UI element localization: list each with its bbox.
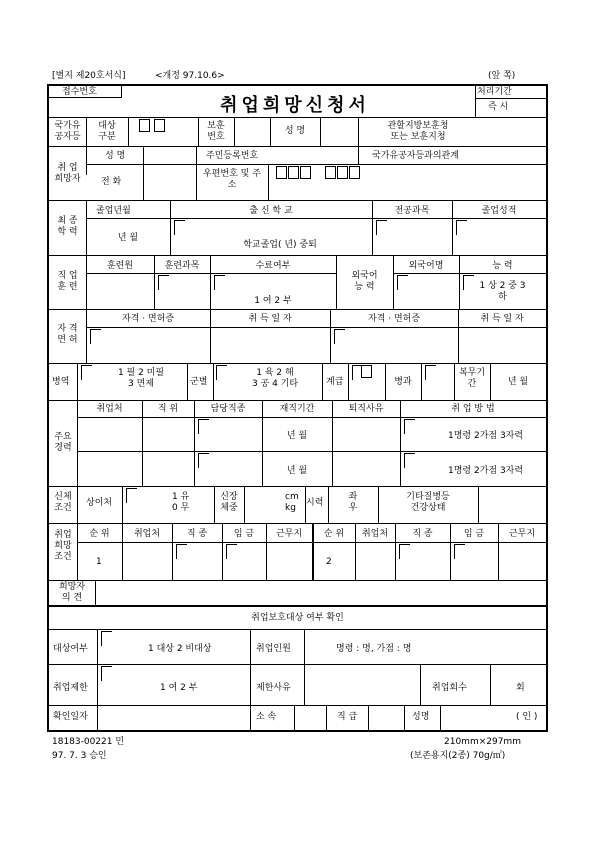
service-period-value: 년 월 xyxy=(507,377,529,387)
employment-method-label: 취 업 방 법 xyxy=(451,404,495,414)
department-label: 소 속 xyxy=(256,712,277,722)
hope-job-label: 직 종 xyxy=(186,529,208,539)
hope-wage-label-2: 임 금 xyxy=(463,529,485,539)
hope-rank-label: 순 위 xyxy=(89,529,110,539)
hope-wage-label: 임 금 xyxy=(233,529,255,539)
license-name-label: 자격 · 면허증 xyxy=(121,314,175,324)
employer-label: 취업처 xyxy=(96,404,123,414)
training-label: 직 업 훈 련 xyxy=(57,271,78,292)
veteran-number-label: 보훈 번호 xyxy=(207,121,225,142)
zip-box[interactable] xyxy=(337,166,348,179)
language-ability-label: 능 력 xyxy=(492,261,513,271)
license-date-label-2: 취 득 일 자 xyxy=(480,314,524,324)
military-service-box[interactable] xyxy=(81,365,92,380)
tenure-label: 재직기간 xyxy=(279,404,315,414)
graduation-date-label: 졸업년월 xyxy=(96,206,131,216)
hope-rank-label-2: 순 위 xyxy=(323,529,345,539)
education-label: 최 종 학 력 xyxy=(57,216,78,237)
processing-period-value: 즉 시 xyxy=(488,102,509,112)
confirm-name-label: 성명 xyxy=(412,712,430,722)
opinion-label: 희망자 의 견 xyxy=(58,582,86,603)
service-period-label: 복무기 간 xyxy=(458,368,486,389)
training-institution-label: 훈련원 xyxy=(106,261,134,271)
zip-box[interactable] xyxy=(325,166,336,179)
page-title: 취업희망신청서 xyxy=(220,95,370,116)
military-service-options: 1 필 2 미필 3 면제 xyxy=(117,368,165,389)
approval-date: 97. 7. 3 승인 xyxy=(52,751,107,761)
license-code-box-2[interactable] xyxy=(334,329,345,344)
confirmation-heading: 취업보호대상 여부 확인 xyxy=(251,613,344,623)
employment-count-label: 취업회수 xyxy=(432,683,467,693)
staff-count-label: 취업인원 xyxy=(256,644,291,654)
restriction-label: 취업제한 xyxy=(53,683,88,693)
school-label: 출 신 학 교 xyxy=(249,206,293,216)
target-type-box[interactable] xyxy=(139,119,150,132)
language-code-box[interactable] xyxy=(397,275,408,290)
completion-options: 1 여 2 부 xyxy=(254,296,292,306)
foreign-language-label: 외국어 능 력 xyxy=(351,271,378,292)
tenure-value-2: 년 월 xyxy=(286,466,308,476)
grade-title-label: 직 급 xyxy=(337,712,358,722)
address-label: 우편번호 및 주 소 xyxy=(203,169,261,190)
disability-label: 상이처 xyxy=(86,498,113,508)
target-status-options: 1 대상 2 비대상 xyxy=(148,644,212,654)
veteran-label: 국가유 공자등 xyxy=(54,121,81,142)
employment-count-unit: 회 xyxy=(516,683,525,693)
hope-employer-label-2: 취업처 xyxy=(361,529,389,539)
zip-box[interactable] xyxy=(300,166,311,179)
completion-box[interactable] xyxy=(214,275,225,290)
vision-label: 시력 xyxy=(306,498,324,508)
phone-label: 전 화 xyxy=(101,177,122,187)
seal-mark: ( 인 ) xyxy=(516,712,538,722)
language-name-label: 외국어명 xyxy=(408,261,444,271)
hope-job-box[interactable] xyxy=(176,544,187,559)
restriction-box[interactable] xyxy=(101,666,112,681)
processing-period-label: 처리기간 xyxy=(477,87,512,97)
rank-label: 계급 xyxy=(326,377,344,387)
health-label: 기타질병등 건강상태 xyxy=(406,492,450,513)
method-box-2[interactable] xyxy=(404,453,415,468)
rrn-label: 주민등록번호 xyxy=(206,151,259,161)
branch-label: 군별 xyxy=(190,377,208,387)
hope-rank-1: 1 xyxy=(96,557,102,567)
license-date-label: 취 득 일 자 xyxy=(248,314,292,324)
duty-code-box[interactable] xyxy=(198,419,209,434)
tenure-value: 년 월 xyxy=(286,431,308,441)
training-course-label: 훈련과목 xyxy=(164,261,200,271)
license-label: 자 격 면 허 xyxy=(57,324,78,345)
target-status-box[interactable] xyxy=(101,631,112,646)
graduation-status: 학교졸업( 년) 중퇴 xyxy=(243,240,317,250)
major-label: 전공과목 xyxy=(394,206,430,216)
hope-employer-label: 취업처 xyxy=(133,529,161,539)
regional-office-label: 관할지방보훈청 또는 보훈지청 xyxy=(387,121,449,142)
hope-location-label-2: 근무지 xyxy=(508,529,536,539)
relation-label: 국가유공자등과의관계 xyxy=(372,151,459,161)
specialty-label: 병과 xyxy=(394,377,412,387)
target-type-box[interactable] xyxy=(154,119,165,132)
applicant-label: 취 업 희망자 xyxy=(54,163,81,184)
major-code-box[interactable] xyxy=(376,220,387,235)
height-weight-label: 신장 체중 xyxy=(220,492,238,513)
career-label: 주요 경력 xyxy=(54,432,72,453)
grade-label: 졸업성적 xyxy=(481,206,517,216)
restriction-options: 1 여 2 부 xyxy=(160,683,198,693)
restriction-reason-label: 제한사유 xyxy=(256,683,291,693)
leave-reason-label: 퇴직사유 xyxy=(348,404,384,414)
course-code-box[interactable] xyxy=(158,275,169,290)
hope-wage-box-2[interactable] xyxy=(454,544,465,559)
graduation-year-month: 년 월 xyxy=(117,233,139,243)
confirm-date-label: 확인일자 xyxy=(53,712,88,722)
vision-sides: 좌 우 xyxy=(348,492,358,513)
page-side: (앞 쪽) xyxy=(488,71,516,81)
ability-options: 1 상 2 중 3 하 xyxy=(479,281,526,302)
hope-job-label-2: 직 종 xyxy=(412,529,433,539)
specialty-box[interactable] xyxy=(425,365,436,380)
form-code: 18183-00221 민 xyxy=(52,737,125,747)
hope-job-box-2[interactable] xyxy=(399,544,410,559)
receipt-number-label: 접수번호 xyxy=(62,87,97,97)
target-status-label: 대상여부 xyxy=(53,644,88,654)
military-label: 병역 xyxy=(52,377,70,387)
hope-location-label: 근무지 xyxy=(275,529,303,539)
paper-type: (보존용지(2종) 70g/㎡) xyxy=(410,751,506,761)
disability-box[interactable] xyxy=(126,488,137,503)
position-label: 직 위 xyxy=(157,404,179,414)
grade-box[interactable] xyxy=(456,220,467,235)
rank-box[interactable] xyxy=(361,365,372,378)
branch-options: 1 육 2 해 3 공 4 기타 xyxy=(251,368,299,389)
method-box[interactable] xyxy=(404,419,415,434)
form-number: [별지 제20호서식] xyxy=(52,71,126,81)
hope-wage-box[interactable] xyxy=(226,544,237,559)
completion-label: 수료여부 xyxy=(255,261,291,271)
applicant-name-label: 성 명 xyxy=(105,151,126,161)
method-options-2: 1명령 2가점 3자력 xyxy=(448,466,524,476)
duty-label: 담당직종 xyxy=(210,404,246,414)
revision-note: <개정 97.10.6> xyxy=(155,71,225,81)
target-type-label: 대상 구분 xyxy=(98,121,116,142)
zip-box[interactable] xyxy=(288,166,299,179)
paper-size: 210mm×297mm xyxy=(444,737,521,747)
staff-count-value: 명령 : 명, 가점 : 명 xyxy=(336,644,412,654)
license-code-box[interactable] xyxy=(90,329,101,344)
zip-box[interactable] xyxy=(276,166,287,179)
hope-rank-2: 2 xyxy=(326,557,332,567)
duty-code-box-2[interactable] xyxy=(198,453,209,468)
physical-label: 신체 조건 xyxy=(54,492,72,513)
method-options: 1명령 2가점 3자력 xyxy=(448,431,524,441)
branch-box[interactable] xyxy=(216,365,227,380)
license-name-label-2: 자격 · 면허증 xyxy=(367,314,421,324)
hope-label: 취업 희망 조건 xyxy=(54,530,72,562)
disability-options: 1 유 0 무 xyxy=(172,492,190,513)
zip-box[interactable] xyxy=(349,166,360,179)
school-type-box[interactable] xyxy=(174,220,185,235)
veteran-name-label: 성 명 xyxy=(284,126,306,136)
height-weight-units: cm kg xyxy=(285,492,299,513)
